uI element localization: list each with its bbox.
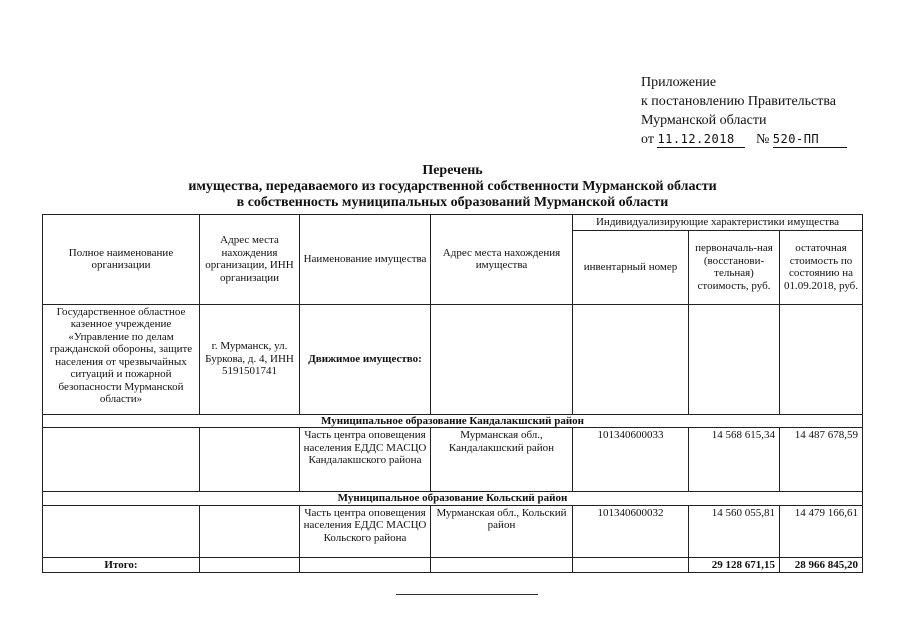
empty-cell [689,304,780,414]
empty-cell [431,304,573,414]
empty-cell [43,505,200,557]
appendix-line2: к постановлению Правительства [641,94,837,109]
document-title [0,163,905,211]
empty-cell [200,428,300,492]
end-divider [396,594,538,595]
title-line1: Перечень [422,163,483,178]
item-name: Часть центра оповещения населения ЕДДС МАСЦО Кольского района [300,505,431,557]
header-inventory: инвентарный номер [573,230,689,304]
table-row [43,428,863,492]
section-title: Муниципальное образование Кольский район [43,492,863,506]
section-title: Муниципальное образование Кандалакшский район [43,414,863,428]
empty-cell [300,557,431,573]
appendix-line1: Приложение [641,75,717,90]
empty-cell [200,505,300,557]
empty-cell [43,428,200,492]
empty-cell [573,304,689,414]
org-row [43,304,863,414]
date-prefix: от [641,132,654,147]
header-property-address: Адрес места нахождения имущества [431,215,573,305]
empty-cell [200,557,300,573]
header-individual: Индивидуализирующие характеристики имущества [573,215,863,231]
empty-cell [573,557,689,573]
total-row [43,557,863,573]
title-line2: имущества, передаваемого из государственной собственности Мурманской области [188,179,717,194]
property-table [42,214,863,573]
header-row-top [43,215,863,231]
section-row [43,414,863,428]
date-underline [657,132,745,148]
empty-cell [780,304,863,414]
item-initial-cost: 14 560 055,81 [689,505,780,557]
item-inventory: 101340600032 [573,505,689,557]
item-address: Мурманская обл., Кольский район [431,505,573,557]
org-address-cell: г. Мурманск, ул. Буркова, д. 4, ИНН 5191501741 [200,304,300,414]
number-prefix: № [755,132,770,147]
section-row [43,492,863,506]
org-name-cell: Государственное областное казенное учреждение «Управление по делам гражданской обороны, защите населения от чрезвычайных ситуаций и пожарной безопасности Мурманской области» [43,304,200,414]
item-address: Мурманская обл., Кандалакшский район [431,428,573,492]
decree-date: 11.12.2018 [657,132,735,146]
header-residual-cost: остаточная стоимость по состоянию на 01.09.2018, руб. [780,230,863,304]
header-org-name: Полное наименование организации [43,215,200,305]
header-org-address: Адрес места нахождения организации, ИНН организации [200,215,300,305]
property-type-cell: Движимое имущество: [300,304,431,414]
number-underline [773,132,847,148]
header-property-name: Наименование имущества [300,215,431,305]
appendix-line3: Мурманской области [641,113,767,128]
title-line3: в собственность муниципальных образований Мурманской области [236,195,669,210]
item-name: Часть центра оповещения населения ЕДДС МАСЦО Кандалакшского района [300,428,431,492]
total-initial-cost: 29 128 671,15 [689,557,780,573]
item-initial-cost: 14 568 615,34 [689,428,780,492]
table-row [43,505,863,557]
item-residual-cost: 14 487 678,59 [780,428,863,492]
total-residual-cost: 28 966 845,20 [780,557,863,573]
total-label: Итого: [43,557,200,573]
appendix-block [641,73,847,149]
empty-cell [431,557,573,573]
appendix-date-line [641,130,847,149]
item-inventory: 101340600033 [573,428,689,492]
item-residual-cost: 14 479 166,61 [780,505,863,557]
decree-number: 520-ПП [772,132,820,146]
header-initial-cost: первоначаль-ная (восстанови-тельная) стоимость, руб. [689,230,780,304]
